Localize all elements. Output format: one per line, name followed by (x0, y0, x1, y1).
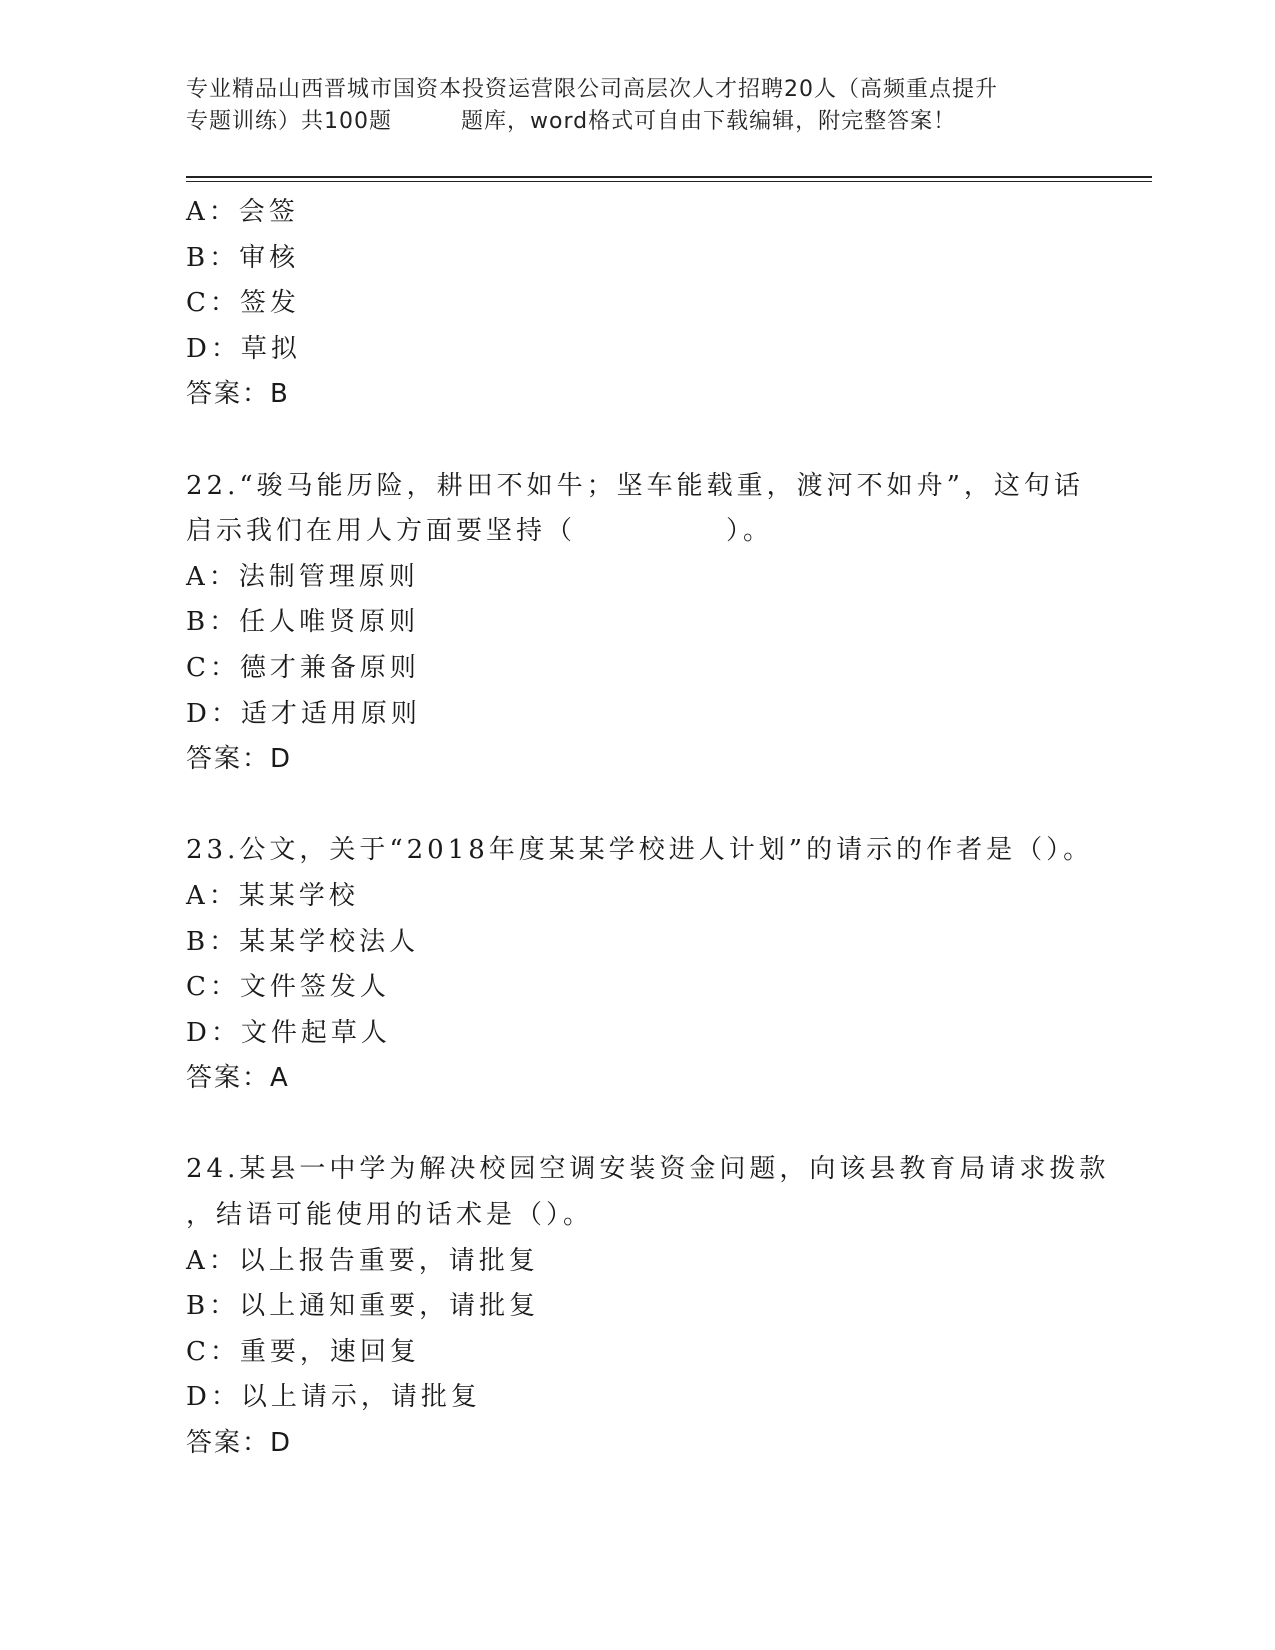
header-line-1: 专业精品山西晋城市国资本投资运营限公司高层次人才招聘20人（高频重点提升 (186, 77, 998, 102)
answer: 答案：D (186, 744, 293, 775)
option-d: D：适才适用原则 (186, 698, 421, 729)
spacer (186, 783, 1086, 829)
header-divider-thick (186, 176, 1152, 178)
option-b: B：任人唯贤原则 (186, 607, 420, 638)
option-a: A：会签 (186, 197, 299, 227)
question-stem: ，结语可能使用的话术是（）。 (186, 1200, 594, 1231)
option-a: A：以上报告重要，请批复 (186, 1245, 539, 1276)
option-c: C：签发 (186, 288, 300, 319)
header-divider-thin (186, 181, 1152, 182)
question-24 (186, 1147, 1110, 1466)
spacer (186, 1102, 1086, 1148)
option-c: C：德才兼备原则 (186, 652, 420, 683)
question-23 (186, 828, 1094, 1102)
option-b: B：某某学校法人 (186, 926, 420, 957)
spacer (186, 418, 1086, 464)
option-d: D：以上请示，请批复 (186, 1382, 481, 1413)
option-a: A：法制管理原则 (186, 561, 419, 592)
question-list (186, 190, 1110, 1467)
option-a: A：某某学校 (186, 880, 359, 911)
answer: 答案：A (186, 1063, 290, 1094)
document-header (186, 74, 1086, 138)
option-c: C：重要，速回复 (186, 1336, 420, 1367)
option-b: B：以上通知重要，请批复 (186, 1291, 540, 1322)
option-c: C：文件签发人 (186, 972, 390, 1003)
question-stem: 24.某县一中学为解决校园空调安装资金问题，向该县教育局请求拨款 (186, 1154, 1110, 1185)
option-d: D：文件起草人 (186, 1017, 391, 1048)
option-d: D：草拟 (186, 333, 301, 364)
question-21 (186, 190, 1086, 418)
question-stem: 启示我们在用人方面要坚持（ ）。 (186, 516, 774, 547)
option-b: B：审核 (186, 242, 300, 273)
answer: 答案：B (186, 379, 290, 410)
question-22 (186, 464, 1086, 783)
answer: 答案：D (186, 1428, 293, 1459)
question-stem: 23.公文，关于“2018年度某某学校进人计划”的请示的作者是（）。 (186, 835, 1094, 866)
question-stem: 22.“骏马能历险，耕田不如牛；坚车能载重，渡河不如舟”，这句话 (186, 470, 1084, 501)
header-line-2: 专题训练）共100题 题库，word格式可自由下载编辑，附完整答案！ (186, 109, 957, 134)
